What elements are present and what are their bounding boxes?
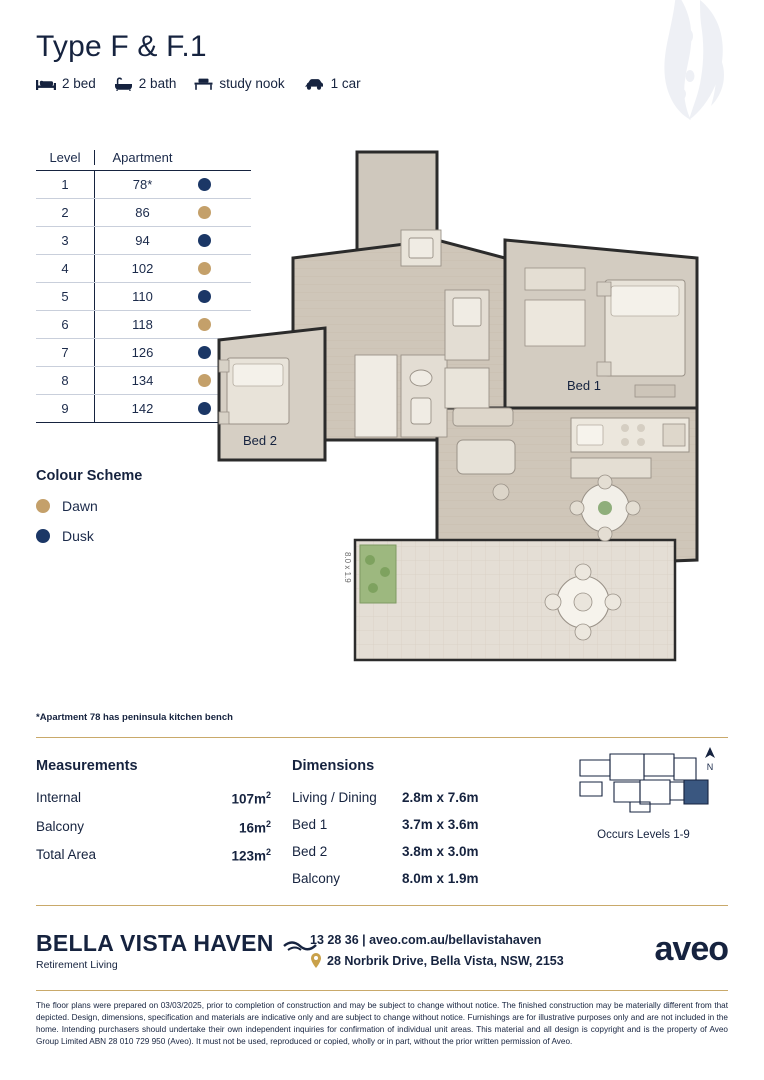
key-plan-caption: Occurs Levels 1-9 <box>597 829 690 841</box>
colour-scheme-heading: Colour Scheme <box>36 468 143 484</box>
divider-middle <box>36 905 728 906</box>
dimensions-section <box>292 758 542 898</box>
legend-label: Dawn <box>62 498 98 514</box>
disclaimer-text: The floor plans were prepared on 03/03/2025, prior to completion of construction and may be subject to change without notice. The finished construction may be materially different from that depicted. Design, dimensions, specification and materials are indicative only and are subject to change without notice. Furnishings are for illustrative purposes only and are not included in the home. Intending purchasers should undertake their own independent inquiries for confirmation of individual unit areas. This material and all design is copyright and is the property of Aveo Group Limited ABN 28 010 729 950 (Aveo). It must not be used, reproduced or copied, wholly or in part, without the prior written permission of Aveo. <box>36 1001 728 1046</box>
cell-apartment: 142 <box>94 395 190 422</box>
key-plan-diagram <box>574 748 714 818</box>
measurement-row <box>36 819 271 836</box>
key-plan <box>556 748 731 841</box>
divider-top <box>36 737 728 738</box>
car-icon <box>303 77 325 91</box>
cell-apartment: 118 <box>94 311 190 338</box>
cell-level: 6 <box>61 317 69 332</box>
dimension-row <box>292 871 542 886</box>
measurement-label: Total Area <box>36 847 97 862</box>
aveo-logo: aveo <box>654 930 728 968</box>
cell-level: 3 <box>61 233 69 248</box>
legend-item-dusk <box>36 528 142 544</box>
bath-icon <box>114 77 133 91</box>
dimension-label: Bed 2 <box>292 844 328 859</box>
cell-level: 4 <box>61 261 69 276</box>
feature-bed <box>36 76 96 91</box>
dimension-label: Bed 1 <box>292 817 328 832</box>
brand-name-row <box>36 930 322 957</box>
measurement-row <box>36 847 271 864</box>
desk-icon <box>194 77 213 91</box>
balcony-dimension-label: 8.0 x 1.9 <box>343 552 352 583</box>
cell-level: 7 <box>61 345 69 360</box>
page-title: Type F & F.1 <box>36 30 207 63</box>
colour-scheme-legend <box>36 468 142 558</box>
cell-apartment: 126 <box>94 339 190 366</box>
footnote: *Apartment 78 has peninsula kitchen bench <box>36 712 233 723</box>
feature-study <box>194 76 284 91</box>
measurements-heading: Measurements <box>36 758 138 774</box>
measurement-value: $107m^2$ <box>231 790 271 807</box>
dimension-row <box>292 790 542 805</box>
legend-item-dawn <box>36 498 142 514</box>
cell-level: 1 <box>61 177 69 192</box>
feature-label: 2 bed <box>62 76 96 91</box>
dusk-swatch <box>36 529 50 543</box>
dimension-row <box>292 844 542 859</box>
feature-bath <box>114 76 177 91</box>
measurement-value: $16m^2$ <box>238 818 271 835</box>
north-label: N <box>706 762 714 772</box>
feature-car <box>303 76 361 91</box>
dawn-swatch <box>36 499 50 513</box>
dimension-value: 3.8m x 3.0m <box>402 844 479 859</box>
floorplan-illustration <box>205 140 725 700</box>
measurement-label: Balcony <box>36 818 85 834</box>
bird-watermark <box>616 0 746 140</box>
room-label-bed2: Bed 2 <box>243 433 277 448</box>
bed2-furniture <box>219 358 289 424</box>
feature-label: 1 car <box>330 76 361 91</box>
measurement-value: $123m^2$ <box>231 847 271 864</box>
dimension-label: Balcony <box>292 871 341 886</box>
contact-block <box>310 933 564 968</box>
column-header-apartment: Apartment <box>94 150 190 165</box>
cell-apartment: 102 <box>94 255 190 282</box>
dimension-value: 3.7m x 3.6m <box>402 817 479 832</box>
brand-block <box>36 930 322 971</box>
dimension-value: 8.0m x 1.9m <box>402 871 479 886</box>
brand-name: BELLA VISTA HAVEN <box>36 930 274 956</box>
north-arrow-icon <box>703 746 717 760</box>
page-header <box>36 30 361 91</box>
cell-apartment: 78* <box>94 171 190 198</box>
measurement-label: Internal <box>36 790 82 805</box>
bed-icon <box>36 77 56 91</box>
legend-label: Dusk <box>62 528 94 544</box>
divider-bottom <box>36 990 728 991</box>
contact-address-row <box>310 953 564 968</box>
room-label-bed1: Bed 1 <box>567 378 601 393</box>
dimension-label: Living / Dining <box>292 790 377 805</box>
contact-phone-web[interactable]: 13 28 36 | aveo.com.au/bellavistahaven <box>310 933 542 947</box>
brand-tagline: Retirement Living <box>36 959 118 971</box>
dimension-value: 2.8m x 7.6m <box>402 790 479 805</box>
cell-apartment: 110 <box>94 283 190 310</box>
cell-apartment: 134 <box>94 367 190 394</box>
feature-label: study nook <box>219 76 285 91</box>
measurements-section <box>36 758 271 876</box>
contact-address: 28 Norbrik Drive, Bella Vista, NSW, 2153 <box>327 953 564 968</box>
column-header-level: Level <box>49 150 81 165</box>
cell-apartment: 94 <box>94 227 190 254</box>
cell-level: 9 <box>61 401 69 416</box>
cell-level: 2 <box>61 205 69 220</box>
feature-list <box>36 76 361 91</box>
feature-label: 2 bath <box>138 76 177 91</box>
dimension-row <box>292 817 542 832</box>
north-indicator <box>703 746 717 772</box>
measurement-row <box>36 790 271 807</box>
location-pin-icon <box>310 953 322 968</box>
cell-level: 5 <box>61 289 69 304</box>
cell-apartment: 86 <box>94 199 190 226</box>
cell-level: 8 <box>61 373 69 388</box>
dimensions-heading: Dimensions <box>292 758 375 774</box>
